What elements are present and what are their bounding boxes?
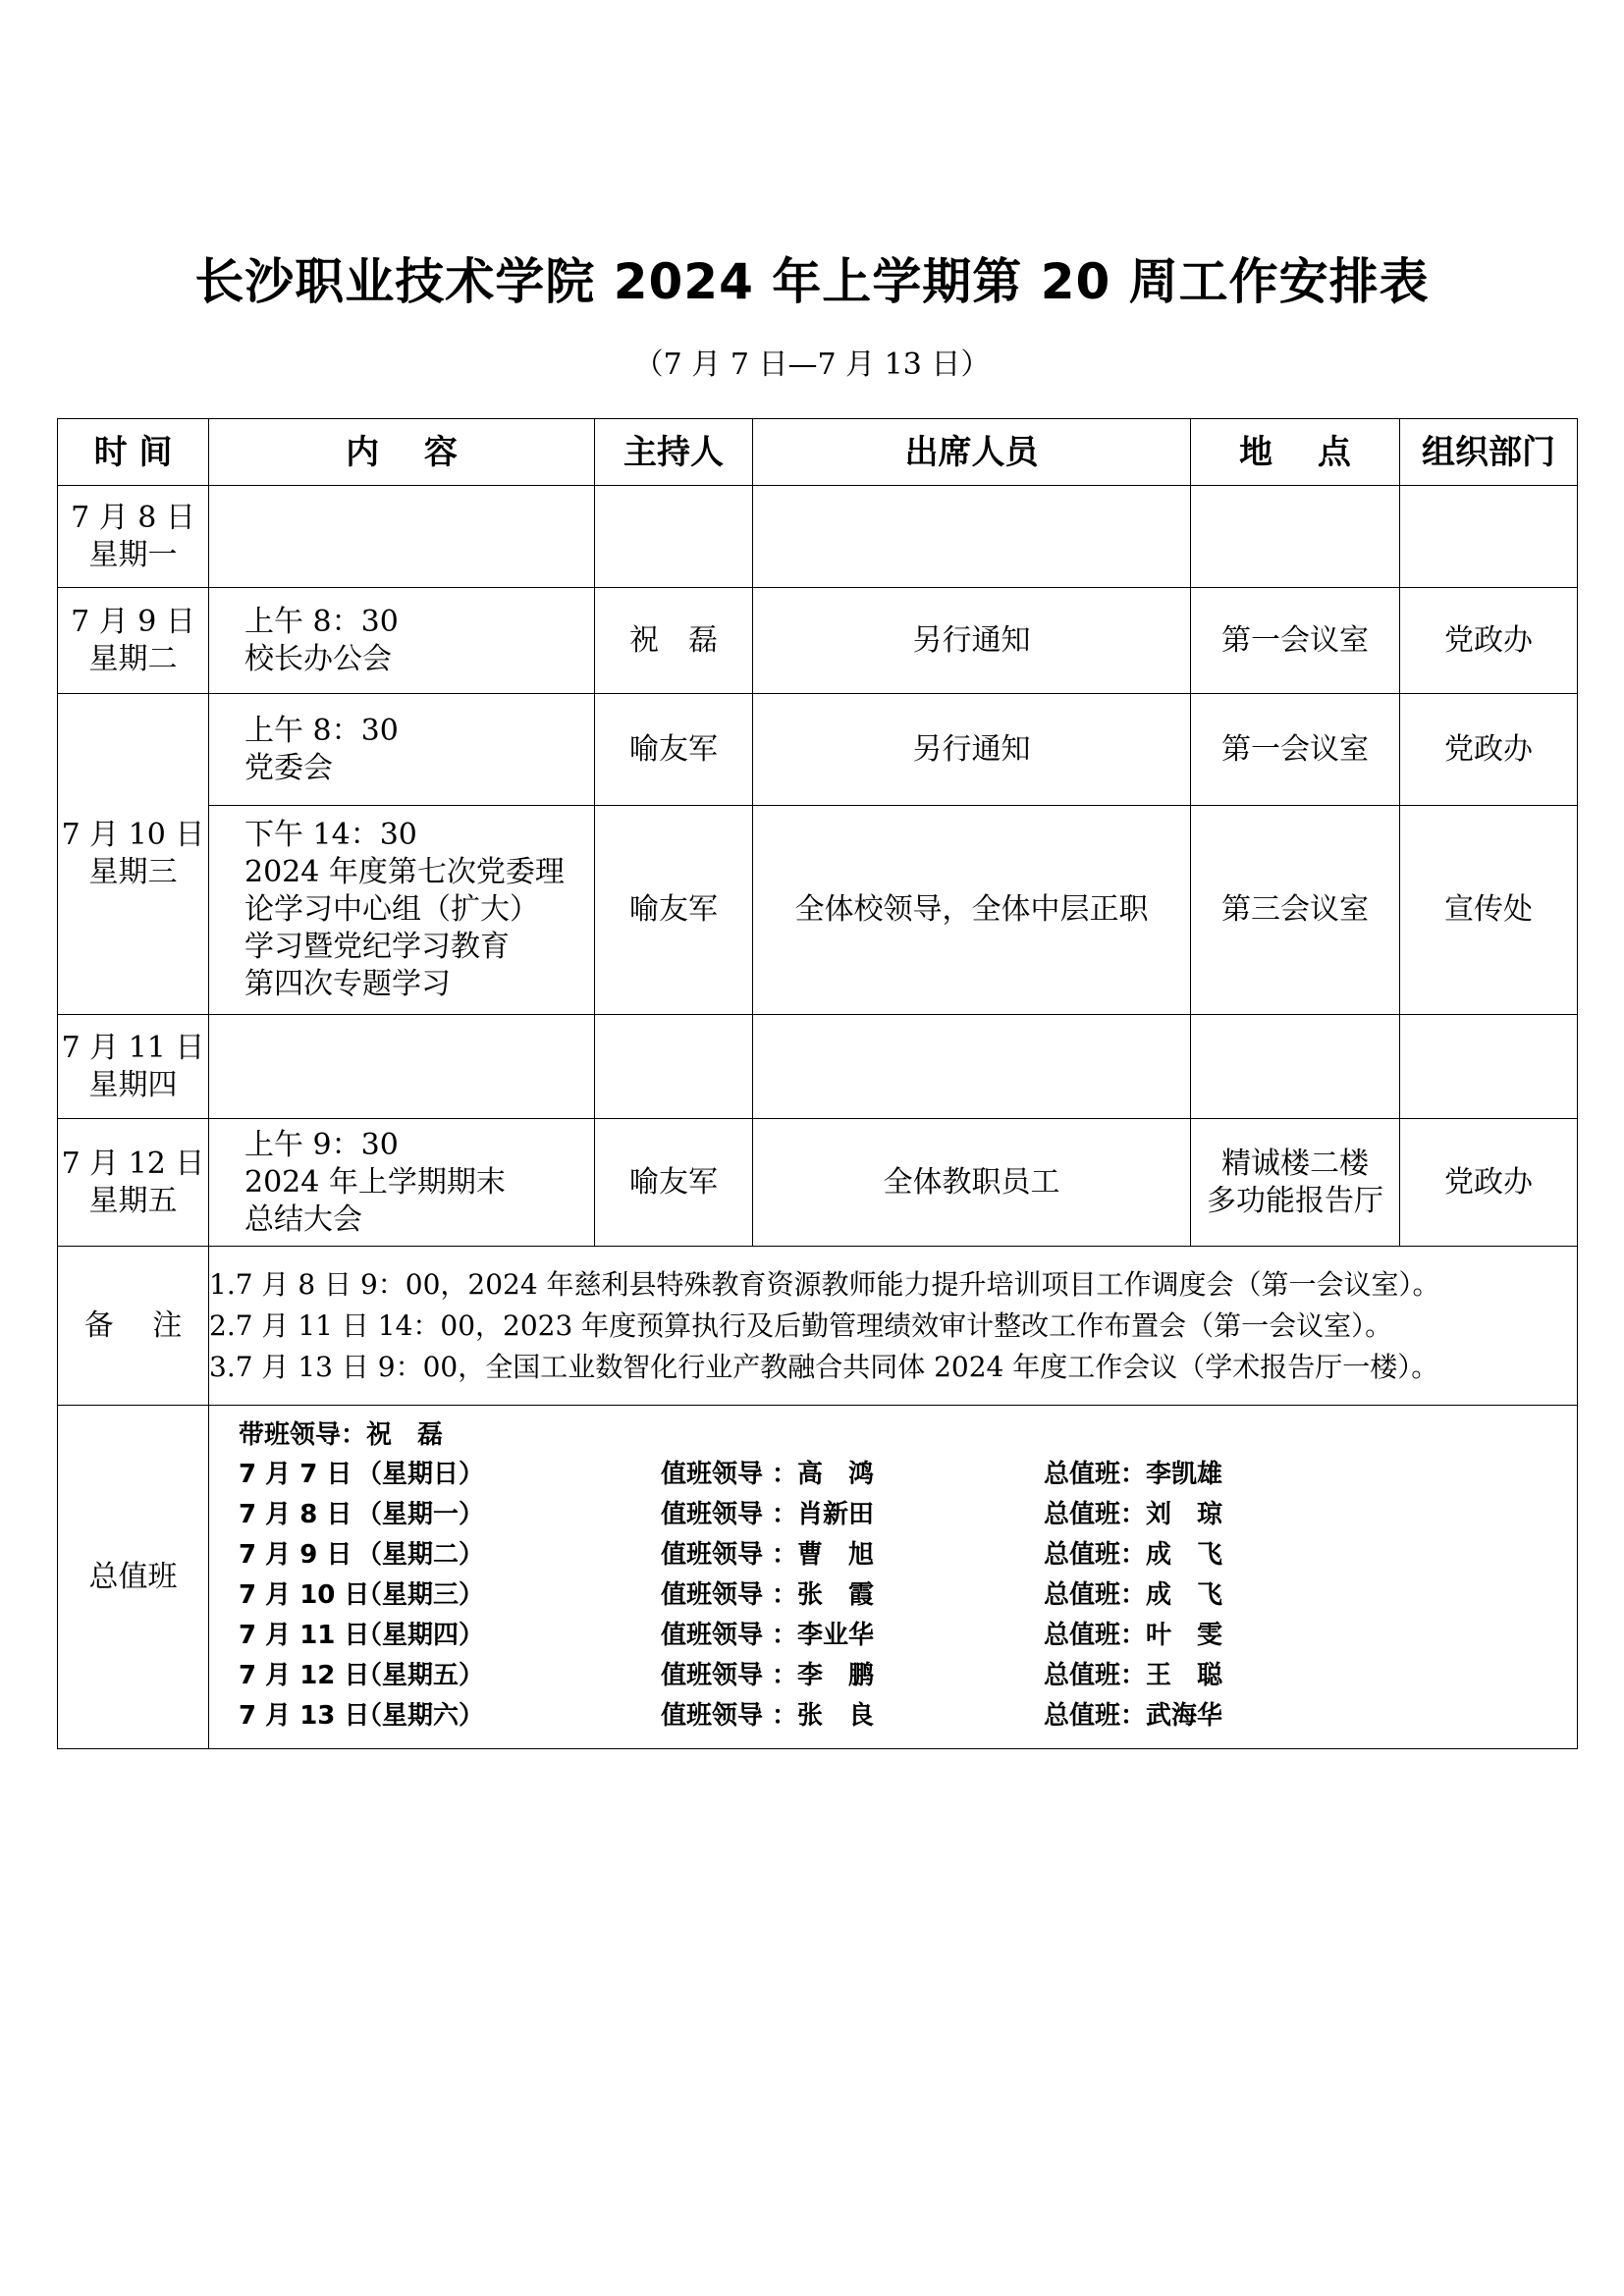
empty-cell (1400, 486, 1578, 588)
event-location: 第一会议室 (1191, 694, 1400, 806)
event-time: 上午 9：30 (244, 1127, 399, 1162)
date-cell (58, 486, 209, 588)
event-location: 第三会议室 (1191, 806, 1400, 1015)
duty-date: 7 月 8 日 (239, 1500, 352, 1529)
duty-total: 总值班：成 飞 (1044, 1580, 1223, 1610)
duty-leader: 值班领导 ：李业华 (661, 1621, 875, 1650)
empty-cell (595, 1015, 753, 1119)
duty-weekday: （星期日） (356, 1460, 485, 1489)
duty-schedule-row (239, 1575, 1577, 1616)
notes-row (58, 1247, 1578, 1406)
event-department: 宣传处 (1400, 806, 1578, 1015)
event-host: 祝 磊 (595, 588, 753, 694)
date-cell (58, 588, 209, 694)
duty-schedule-row (239, 1656, 1577, 1696)
duty-leader: 值班领导 ：肖新田 (661, 1500, 875, 1529)
event-host: 喻友军 (595, 1119, 753, 1247)
weekday-label: 星期一 (88, 537, 178, 572)
duty-total: 总值班：刘 琼 (1044, 1500, 1223, 1529)
header-time: 时 间 (58, 419, 209, 486)
event-department: 党政办 (1400, 588, 1578, 694)
duty-date: 7 月 13 日 (239, 1701, 370, 1731)
note-item: 1.7 月 8 日 9：00，2024 年慈利县特殊教育资源教师能力提升培训项目工作调度会（第一会议室）。 (209, 1267, 1440, 1301)
event-attendees: 另行通知 (753, 694, 1191, 806)
header-location: 地 点 (1191, 419, 1400, 486)
duty-schedule-row (239, 1696, 1577, 1736)
event-title-line: 论学习中心组（扩大） (244, 892, 539, 927)
duty-date: 7 月 9 日 (239, 1540, 352, 1570)
table-row (58, 806, 1578, 1015)
duty-leader: 值班领导 ：张 霞 (661, 1580, 875, 1610)
duty-date: 7 月 7 日 (239, 1460, 352, 1489)
event-title: 党委会 (244, 750, 333, 785)
event-host: 喻友军 (595, 806, 753, 1015)
duty-leader: 值班领导 ：曹 旭 (661, 1540, 875, 1570)
event-title-line: 学习暨党纪学习教育 (244, 930, 510, 964)
event-content (209, 1119, 595, 1247)
duty-weekday: （星期二） (356, 1540, 485, 1570)
duty-schedule-row (239, 1455, 1577, 1495)
date-cell (58, 1119, 209, 1247)
weekday-label: 星期二 (88, 641, 178, 676)
table-row (58, 1119, 1578, 1247)
duty-leader: 值班领导 ：张 良 (661, 1701, 875, 1731)
notes-content (209, 1247, 1578, 1406)
date-cell (58, 694, 209, 1015)
event-host: 喻友军 (595, 694, 753, 806)
date-range-subtitle: （7 月 7 日—7 月 13 日） (633, 347, 991, 382)
empty-cell (1191, 1015, 1400, 1119)
event-title-line: 第四次专题学习 (244, 967, 451, 1001)
event-content (209, 694, 595, 806)
event-department: 党政办 (1400, 1119, 1578, 1247)
table-row (58, 1015, 1578, 1119)
duty-leader: 值班领导 ：高 鸿 (661, 1460, 875, 1489)
date-label: 7 月 10 日 (61, 818, 205, 852)
event-title-line: 总结大会 (244, 1201, 362, 1237)
event-title-line: 2024 年度第七次党委理 (244, 855, 565, 889)
event-attendees: 另行通知 (753, 588, 1191, 694)
event-department: 党政办 (1400, 694, 1578, 806)
location-line: 多功能报告厅 (1207, 1183, 1383, 1218)
header-department: 组织部门 (1400, 419, 1578, 486)
duty-date: 7 月 11 日 (239, 1621, 370, 1650)
note-item: 2.7 月 11 日 14：00，2023 年度预算执行及后勤管理绩效审计整改工作布置会（第一会议室）。 (209, 1308, 1393, 1342)
event-attendees: 全体教职员工 (753, 1119, 1191, 1247)
weekday-label: 星期五 (88, 1183, 178, 1218)
duty-total: 总值班：成 飞 (1044, 1540, 1223, 1570)
duty-date: 7 月 12 日 (239, 1661, 370, 1690)
duty-schedule-row (239, 1495, 1577, 1535)
duty-total: 总值班：李凯雄 (1044, 1460, 1223, 1489)
event-content (209, 806, 595, 1015)
date-label: 7 月 9 日 (71, 604, 195, 639)
empty-cell (1191, 486, 1400, 588)
duty-weekday: （星期六） (356, 1701, 485, 1731)
weekday-label: 星期四 (88, 1067, 178, 1102)
empty-cell (753, 486, 1191, 588)
header-attendees: 出席人员 (753, 419, 1191, 486)
duty-schedule-row (239, 1535, 1577, 1575)
event-title: 校长办公会 (244, 641, 392, 676)
duty-leader: 值班领导 ：李 鹏 (661, 1661, 875, 1690)
location-line: 精诚楼二楼 (1221, 1146, 1369, 1181)
event-attendees: 全体校领导，全体中层正职 (753, 806, 1191, 1015)
page-title: 长沙职业技术学院 2024 年上学期第 20 周工作安排表 (194, 253, 1430, 310)
weekday-label: 星期三 (88, 855, 178, 889)
table-header-row (58, 419, 1578, 486)
empty-cell (209, 486, 595, 588)
duty-total: 总值班：武海华 (1044, 1701, 1223, 1731)
duty-row (58, 1406, 1578, 1749)
empty-cell (595, 486, 753, 588)
duty-lead: 带班领导：祝 磊 (239, 1420, 444, 1450)
empty-cell (1400, 1015, 1578, 1119)
event-time: 上午 8：30 (244, 604, 399, 639)
duty-weekday: （星期四） (356, 1621, 485, 1650)
event-time: 上午 8：30 (244, 713, 399, 748)
header-host: 主持人 (595, 419, 753, 486)
event-time: 下午 14：30 (244, 818, 417, 852)
event-content (209, 588, 595, 694)
table-row (58, 486, 1578, 588)
duty-weekday: （星期五） (356, 1661, 485, 1690)
schedule-table (57, 418, 1578, 1749)
event-location: 第一会议室 (1191, 588, 1400, 694)
duty-total: 总值班：王 聪 (1044, 1661, 1223, 1690)
date-label: 7 月 8 日 (71, 500, 195, 535)
date-label: 7 月 12 日 (61, 1146, 205, 1181)
duty-label: 总值班 (58, 1406, 209, 1749)
duty-date: 7 月 10 日 (239, 1580, 370, 1610)
table-row (58, 694, 1578, 806)
empty-cell (209, 1015, 595, 1119)
event-title-line: 2024 年上学期期末 (244, 1164, 506, 1200)
header-content: 内 容 (209, 419, 595, 486)
duty-weekday: （星期三） (356, 1580, 485, 1610)
notes-label: 备 注 (58, 1247, 209, 1406)
duty-weekday: （星期一） (356, 1500, 485, 1529)
date-label: 7 月 11 日 (61, 1030, 205, 1065)
duty-schedule-row (239, 1616, 1577, 1656)
date-cell (58, 1015, 209, 1119)
note-item: 3.7 月 13 日 9：00，全国工业数智化行业产教融合共同体 2024 年度工作会议（学术报告厅一楼）。 (209, 1350, 1439, 1383)
duty-content (209, 1406, 1578, 1749)
empty-cell (753, 1015, 1191, 1119)
duty-total: 总值班：叶 雯 (1044, 1621, 1223, 1650)
event-location (1191, 1119, 1400, 1247)
table-row (58, 588, 1578, 694)
